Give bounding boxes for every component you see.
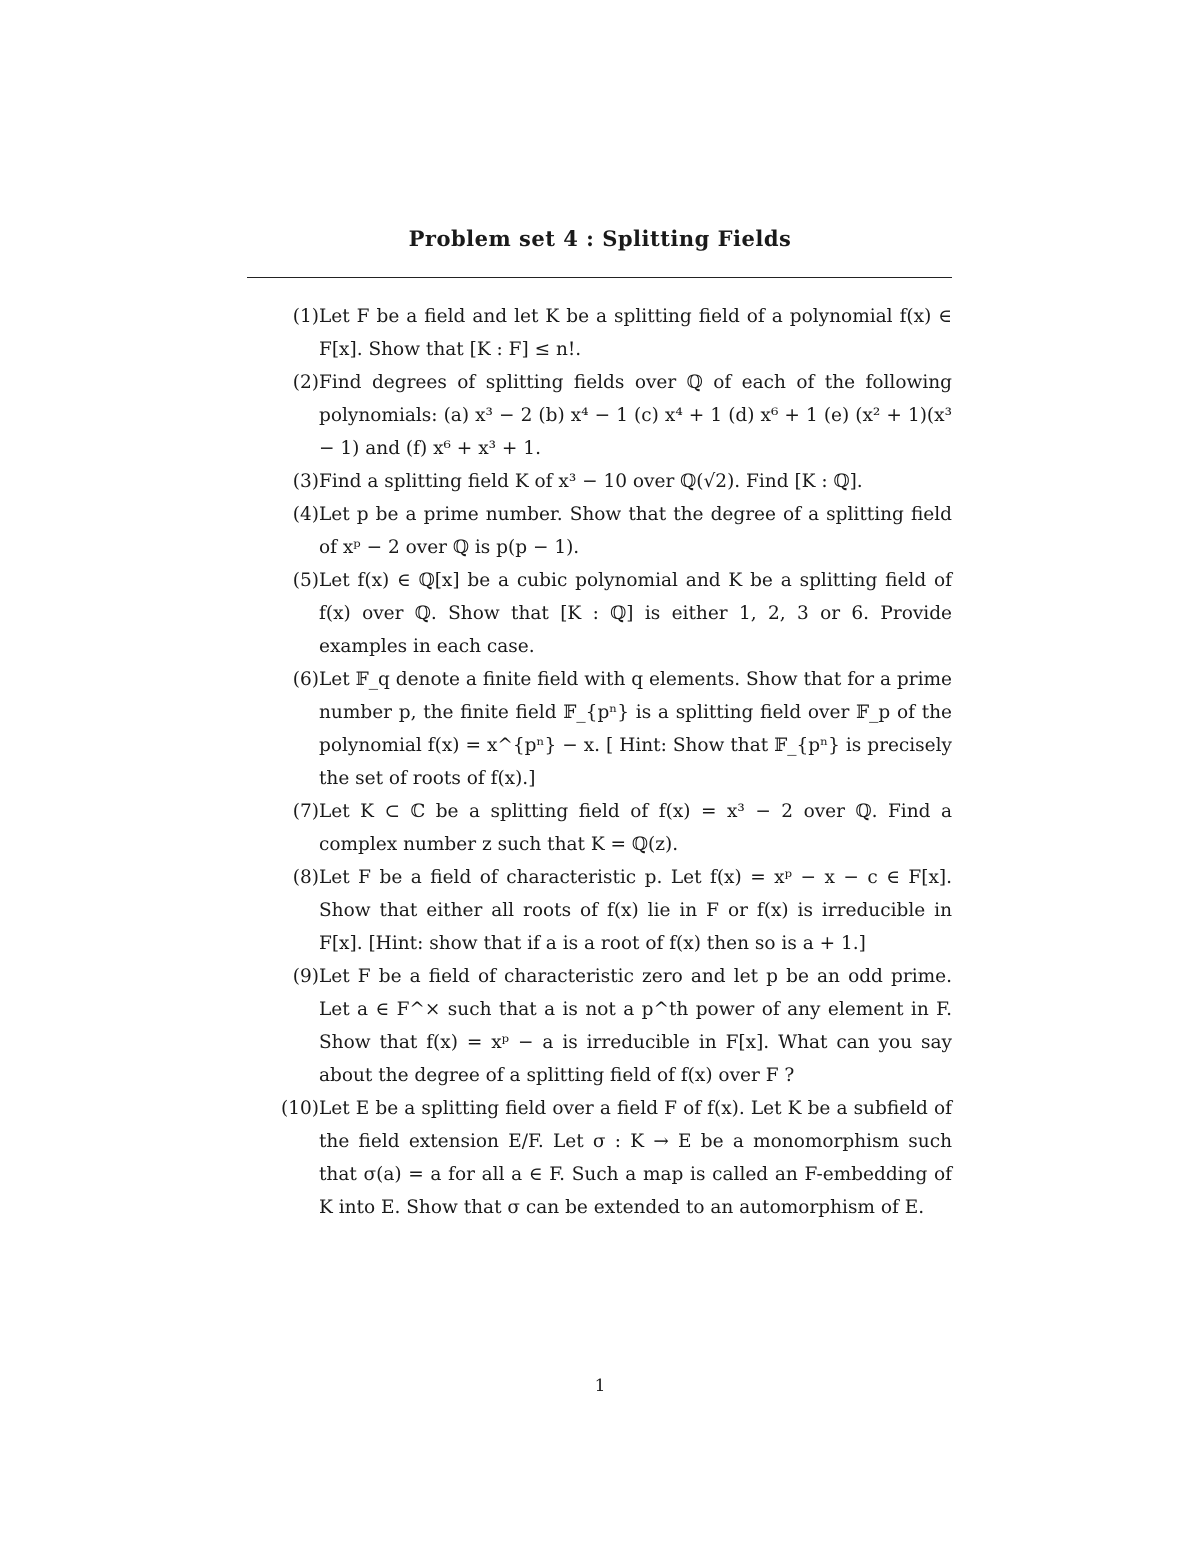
- problem-text: Let F be a field of characteristic zero and let p be an odd prime. Let a ∈ F^× such that a is not a p^th power of any element in F. Show that f(x) = xᵖ − a is irreducible in F[x]. What can you say about the degree of a splitting field of f(x) over F ?: [319, 966, 952, 1086]
- problem-number: (9): [292, 966, 319, 987]
- problem-item: [270, 366, 952, 465]
- problem-number: (10): [281, 1098, 319, 1119]
- problem-text: Find a splitting field K of x³ − 10 over ℚ(√2). Find [K : ℚ].: [319, 471, 863, 492]
- problem-number: (7): [292, 801, 319, 822]
- page-number: 1: [594, 1376, 606, 1396]
- problem-item: [270, 795, 952, 861]
- problem-item: [270, 564, 952, 663]
- problem-item: [270, 498, 952, 564]
- problem-text: Let p be a prime number. Show that the degree of a splitting field of xᵖ − 2 over ℚ is p(p − 1).: [319, 504, 952, 558]
- problem-number: (6): [292, 669, 319, 690]
- problem-number: (2): [292, 372, 319, 393]
- problem-text: Let K ⊂ ℂ be a splitting field of f(x) = x³ − 2 over ℚ. Find a complex number z such that K = ℚ(z).: [319, 801, 952, 855]
- problem-number: (4): [292, 504, 319, 525]
- page-title: Problem set 4 : Splitting Fields: [408, 226, 792, 251]
- problem-text: Find degrees of splitting fields over ℚ of each of the following polynomials: (a) x³ − 2 (b) x⁴ − 1 (c) x⁴ + 1 (d) x⁶ + 1 (e) (x² + 1)(x³ − 1) and (f) x⁶ + x³ + 1.: [319, 372, 952, 459]
- problem-item: [270, 861, 952, 960]
- problem-item: [270, 465, 952, 498]
- problem-number: (1): [292, 306, 319, 327]
- problem-item: [270, 960, 952, 1092]
- problem-text: Let F be a field of characteristic p. Let f(x) = xᵖ − x − c ∈ F[x]. Show that either all roots of f(x) lie in F or f(x) is irreducible in F[x]. [Hint: show that if a is a root of f(x) then so is a + 1.]: [319, 867, 952, 954]
- problem-text: Let 𝔽_q denote a finite field with q elements. Show that for a prime number p, the finite field 𝔽_{pⁿ} is a splitting field over 𝔽_p of the polynomial f(x) = x^{pⁿ} − x. [ Hint: Show that 𝔽_{pⁿ} is precisely the set of roots of f(x).]: [319, 669, 952, 789]
- problem-item: [270, 300, 952, 366]
- problem-number: (5): [292, 570, 319, 591]
- problem-text: Let F be a field and let K be a splitting field of a polynomial f(x) ∈ F[x]. Show that [K : F] ≤ n!.: [319, 306, 952, 360]
- problem-number: (8): [292, 867, 319, 888]
- problem-item: [270, 663, 952, 795]
- problem-text: Let E be a splitting field over a field F of f(x). Let K be a subfield of the field extension E/F. Let σ : K → E be a monomorphism such that σ(a) = a for all a ∈ F. Such a map is called an F-embedding of K into E. Show that σ can be extended to an automorphism of E.: [319, 1098, 952, 1218]
- problem-item: [270, 1092, 952, 1224]
- problem-text: Let f(x) ∈ ℚ[x] be a cubic polynomial and K be a splitting field of f(x) over ℚ. Show that [K : ℚ] is either 1, 2, 3 or 6. Provide examples in each case.: [319, 570, 952, 657]
- problem-number: (3): [292, 471, 319, 492]
- title-divider: [247, 277, 952, 278]
- problem-list: [270, 300, 952, 1224]
